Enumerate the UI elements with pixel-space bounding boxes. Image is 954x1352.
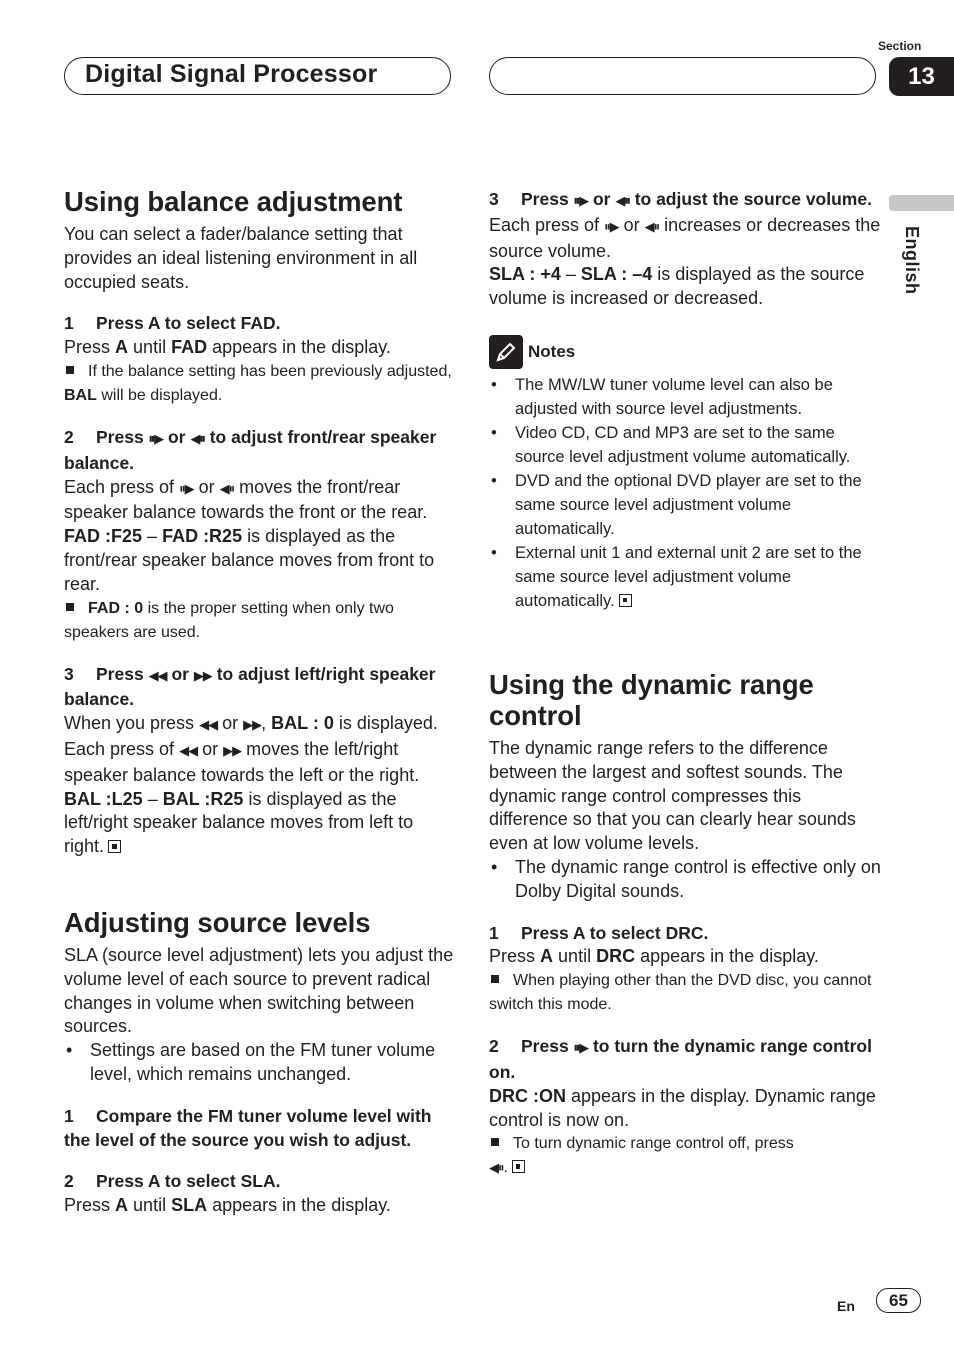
text: – (147, 788, 158, 809)
reverse-pause-icon: ◀⏸ (644, 219, 660, 235)
step-title: Compare the FM tuner volume level with the level of the source you wish to adjust. (64, 1105, 432, 1150)
key-a: A (115, 337, 129, 358)
note-item: • DVD and the optional DVD player are set to the same source level adjustment volume automatically. (489, 469, 881, 541)
drc-step-2-body (489, 1085, 881, 1133)
text: or (198, 476, 215, 497)
page-title: Digital Signal Processor (85, 60, 378, 88)
text: moves the front/rear speaker balance towards the front or the rear. (64, 476, 428, 523)
end-mark-icon (108, 840, 121, 853)
balance-step-2-body (64, 476, 454, 526)
text: Press (521, 1036, 569, 1057)
note-square-icon (66, 603, 74, 611)
text: To turn dynamic range control off, press (513, 1135, 794, 1153)
text: to adjust the source volume. (634, 189, 872, 209)
source-heading: Adjusting source levels (64, 906, 371, 938)
source-step-3-range (489, 263, 881, 311)
reverse-pause-icon: ◀⏸ (190, 431, 205, 447)
step-number: 2 (489, 1036, 499, 1057)
display-value: BAL :R25 (162, 788, 244, 809)
text: appears in the display. (212, 1195, 391, 1216)
language-tab (889, 195, 954, 211)
notes-list (489, 373, 881, 613)
display-value: FAD :R25 (162, 526, 243, 547)
play-pause-icon: ⏸▶ (604, 219, 619, 235)
drc-step-1-note (489, 969, 881, 1017)
end-mark-icon (512, 1160, 525, 1173)
text: When playing other than the DVD disc, you cannot switch this mode. (489, 972, 872, 1014)
note-item: • The MW/LW tuner volume level can also be adjusted with source level adjustments. (489, 373, 881, 421)
text: is the proper setting when only two speakers are used. (64, 599, 394, 641)
note-square-icon (491, 975, 499, 983)
text: Press (96, 663, 144, 684)
text: or (592, 189, 611, 209)
balance-intro: You can select a fader/balance setting that provides an ideal listening environment in all occupied seats. (64, 224, 418, 292)
note-square-icon (66, 366, 74, 374)
drc-step-1 (489, 922, 881, 946)
text: is displayed. Each press of (64, 713, 438, 759)
text: or (222, 713, 239, 734)
balance-step-3 (64, 663, 454, 713)
text: until (133, 337, 167, 358)
fast-reverse-icon: ◀◀ (199, 718, 218, 734)
play-pause-icon: ⏸▶ (148, 431, 164, 447)
step-number: 1 (64, 313, 74, 334)
display-value: SLA : –4 (580, 264, 653, 285)
text: – (147, 526, 158, 547)
text: to turn the dynamic range control on. (489, 1036, 872, 1082)
drc-heading: Using the dynamic range control (489, 668, 814, 731)
source-step-2 (64, 1170, 454, 1194)
key-a: A (540, 946, 554, 967)
text: Press (64, 1195, 111, 1216)
source-step-3 (489, 188, 881, 214)
header-title-box (64, 57, 451, 95)
text: or (623, 214, 640, 235)
play-pause-icon: ⏸▶ (573, 1041, 589, 1057)
text: or (202, 738, 219, 759)
text: – (565, 264, 576, 285)
text: moves the left/right speaker balance towards the left or the right. (64, 738, 420, 785)
balance-heading: Using balance adjustment (64, 186, 403, 217)
text: , (261, 713, 267, 734)
balance-step-2 (64, 426, 454, 476)
section-label: Section (878, 39, 922, 53)
drc-intro: The dynamic range refers to the difference between the largest and softest sounds. The dynamic range control compresses this difference so that you can clearly hear sounds even at low volume levels. (489, 737, 856, 854)
text: to adjust left/right speaker balance. (64, 663, 436, 710)
footer-language: En (837, 1298, 855, 1314)
text: to adjust front/rear speaker balance. (64, 426, 437, 473)
reverse-pause-icon: ◀⏸ (615, 194, 630, 209)
notes-icon (489, 335, 523, 369)
text: Press (64, 337, 111, 358)
text: Each press of (489, 214, 600, 235)
step-number: 3 (489, 189, 499, 209)
text: will be displayed. (101, 386, 223, 404)
step-number: 2 (64, 426, 74, 447)
display-value: BAL : 0 (271, 713, 334, 734)
text: External unit 1 and external unit 2 are set to the same source level adjustment volume automatically. (515, 543, 862, 610)
text: or (171, 663, 189, 684)
source-step-2-body (64, 1194, 454, 1218)
reverse-pause-icon: ◀⏸ (219, 481, 235, 497)
reverse-pause-icon: ◀⏸ (489, 1161, 504, 1177)
balance-step-2-range (64, 525, 454, 596)
fast-forward-icon: ▶▶ (223, 743, 242, 759)
text: increases or decreases the source volume. (489, 214, 881, 261)
fast-forward-icon: ▶▶ (193, 668, 212, 684)
text: until (133, 1195, 167, 1216)
step-number: 3 (64, 663, 74, 684)
step-title: Press A to select FAD. (96, 313, 281, 334)
display-value: FAD :F25 (64, 526, 143, 547)
page-number: 65 (876, 1288, 921, 1313)
display-value: BAL (64, 386, 97, 404)
drc-step-2 (489, 1035, 881, 1085)
notes-title: Notes (528, 342, 576, 362)
drc-step-1-body (489, 945, 881, 969)
step-number: 1 (64, 1105, 74, 1126)
text: appears in the display. (212, 337, 391, 358)
drc-step-2-note (489, 1132, 881, 1181)
display-value: FAD : 0 (88, 599, 144, 617)
text: appears in the display. (640, 946, 819, 967)
display-value: FAD (171, 337, 208, 358)
section-number: 13 (889, 57, 954, 96)
source-bullet: • Settings are based on the FM tuner volume level, which remains unchanged. (64, 1039, 454, 1087)
text: If the balance setting has been previously adjusted, (88, 362, 452, 380)
display-value: BAL :L25 (64, 788, 143, 809)
balance-step-1 (64, 312, 454, 336)
text: appears in the display. Dynamic range control is now on. (489, 1085, 876, 1130)
text: Each press of (64, 476, 175, 497)
text: until (558, 946, 592, 967)
fast-forward-icon: ▶▶ (243, 718, 262, 734)
step-title: Press A to select DRC. (521, 922, 709, 943)
balance-step-3-body (64, 712, 454, 787)
balance-step-1-body (64, 336, 454, 360)
balance-step-1-note (64, 360, 454, 408)
notes-heading (489, 335, 881, 369)
end-mark-icon (619, 594, 632, 607)
display-value: DRC :ON (489, 1085, 566, 1106)
fast-reverse-icon: ◀◀ (148, 668, 167, 684)
display-value: SLA (171, 1195, 208, 1216)
step-number: 1 (489, 922, 499, 943)
balance-step-3-range (64, 788, 454, 859)
header-blank-box (489, 57, 876, 95)
play-pause-icon: ⏸▶ (179, 481, 194, 497)
note-item (489, 541, 881, 613)
text: Press (489, 946, 536, 967)
step-title: Press A to select SLA. (96, 1171, 281, 1192)
source-step-1 (64, 1105, 454, 1153)
source-intro: SLA (source level adjustment) lets you adjust the volume level of each source to prevent radical changes in volume when switching between sources. (64, 944, 454, 1037)
text: When you press (64, 713, 195, 734)
text: or (167, 426, 186, 447)
fast-reverse-icon: ◀◀ (179, 743, 198, 759)
note-square-icon (491, 1138, 499, 1146)
display-value: SLA : +4 (489, 264, 561, 285)
text: Press (521, 189, 569, 209)
play-pause-icon: ⏸▶ (573, 194, 589, 209)
balance-step-2-note (64, 597, 454, 645)
language-label: English (902, 226, 922, 295)
step-number: 2 (64, 1171, 74, 1192)
text: is displayed as the front/rear speaker balance moves from front to rear. (64, 526, 435, 594)
text: Press (96, 426, 144, 447)
key-a: A (115, 1195, 129, 1216)
drc-bullet: • The dynamic range control is effective only on Dolby Digital sounds. (489, 856, 881, 904)
text: . (503, 1159, 508, 1177)
display-value: DRC (596, 946, 636, 967)
source-step-3-body (489, 214, 881, 264)
text: is displayed as the left/right speaker balance moves from left to right. (64, 788, 414, 857)
left-column (64, 186, 454, 1218)
text: is displayed as the source volume is increased or decreased. (489, 264, 865, 309)
right-column (489, 188, 881, 1181)
note-item: • Video CD, CD and MP3 are set to the same source level adjustment volume automatically. (489, 421, 881, 469)
